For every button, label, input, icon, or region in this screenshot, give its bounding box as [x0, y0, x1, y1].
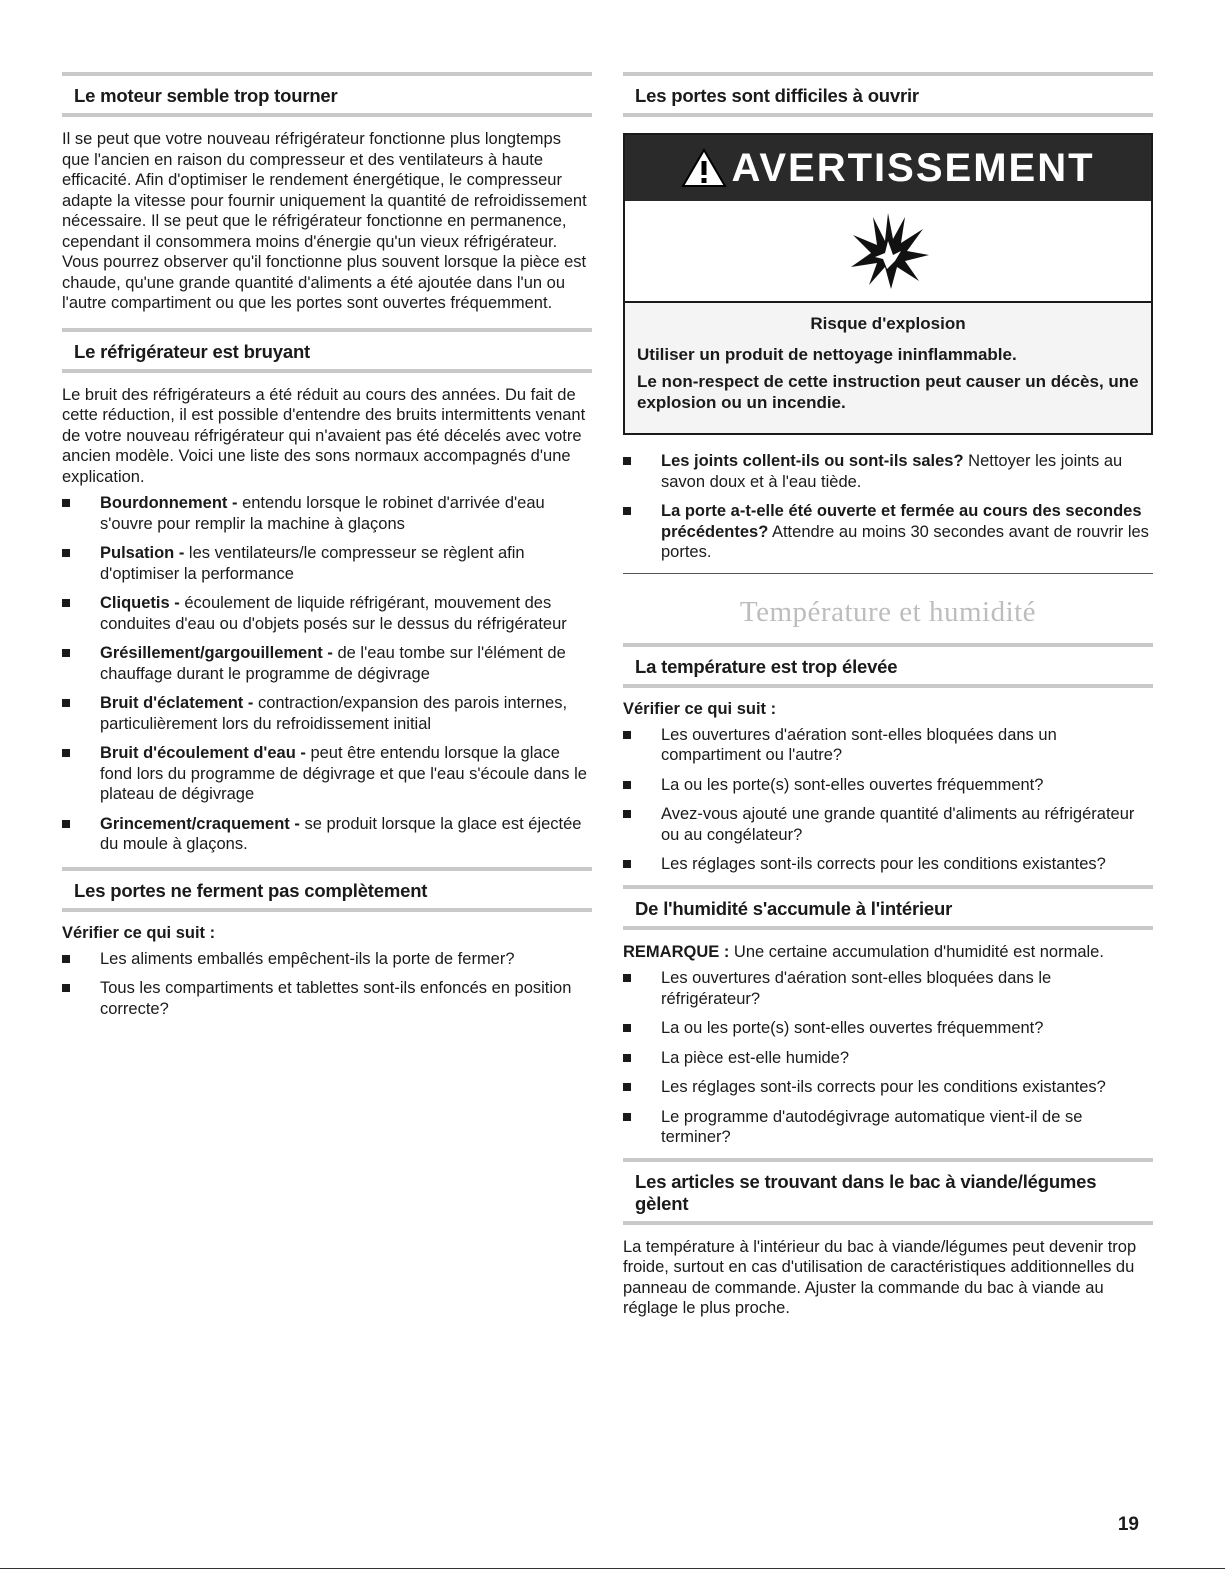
- bullet-square-icon: [623, 1113, 631, 1121]
- note-paragraph: [623, 942, 1153, 963]
- check-list: [623, 725, 1153, 875]
- list-item: Les ouvertures d'aération sont-elles bloquées dans un compartiment ou l'autre?: [623, 725, 1153, 766]
- section-heading: Les portes ne ferment pas complètement: [74, 879, 428, 901]
- list-item: Tous les compartiments et tablettes sont-ils enfoncés en position correcte?: [62, 978, 592, 1019]
- section-heading-box: [62, 328, 592, 373]
- chapter-title: Température et humidité: [739, 595, 1037, 628]
- note-text: Une certaine accumulation d'humidité est normale.: [729, 942, 1104, 961]
- hazard-label: Risque d'explosion: [810, 314, 966, 333]
- section-temp-high: [623, 643, 1153, 875]
- note-label: REMARQUE :: [623, 942, 730, 961]
- section-heading: Les articles se trouvant dans le bac à viande/légumes gèlent: [635, 1170, 1097, 1214]
- list-item: Bruit d'écoulement d'eau - peut être entendu lorsque la glace fond lors du programme de dégivrage et que l'eau s'écoule dans le plateau de dégivrage: [62, 743, 592, 805]
- page-number: 19: [1117, 1514, 1139, 1535]
- warning-box: [623, 133, 1153, 435]
- warning-body: [625, 303, 1151, 433]
- bullet-square-icon: [62, 599, 70, 607]
- bullet-square-icon: [623, 507, 631, 515]
- list-item: Le programme d'autodégivrage automatique vient-il de se terminer?: [623, 1107, 1153, 1148]
- section-divider: [623, 573, 1153, 574]
- list-item: La porte a-t-elle été ouverte et fermée au cours des secondes précédentes? Attendre au moins 30 secondes avant de rouvrir les portes.: [623, 501, 1153, 563]
- bullet-square-icon: [62, 699, 70, 707]
- bullet-square-icon: [62, 549, 70, 557]
- section-heading-box: [62, 72, 592, 117]
- section-heading: De l'humidité s'accumule à l'intérieur: [635, 897, 953, 919]
- section-heading: La température est trop élevée: [635, 655, 898, 677]
- section-doors-close: [62, 867, 592, 1020]
- warning-title: AVERTISSEMENT: [731, 145, 1095, 190]
- paragraph: La température à l'intérieur du bac à viande/légumes peut devenir trop froide, surtout en cas d'utilisation de caractéristiques additionnelles du panneau de commande. Ajuster la commande du bac à viande au réglage le plus proche.: [623, 1237, 1137, 1317]
- paragraph: Il se peut que votre nouveau réfrigérateur fonctionne plus longtemps que l'ancien en raison du compresseur et des ventilateurs à haute efficacité. Afin d'optimiser le rendement énergétique, le compresseur adapte la vitesse pour fournir uniquement la quantité de refroidissement nécessaire. Il se peut que le réfrigérateur fonctionne en permanence, cependant il consommera moins d'énergie qu'un vieux réfrigérateur. Vous pourrez observer qu'il fonctionne plus souvent lorsque la pièce est chaude, qu'une grande quantité d'aliments a été ajoutée dans l'un ou l'autre compartiment ou que les portes sont ouvertes fréquemment.: [62, 130, 587, 312]
- bullet-square-icon: [623, 1024, 631, 1032]
- bullet-square-icon: [623, 731, 631, 739]
- bullet-square-icon: [623, 781, 631, 789]
- list-item: Les réglages sont-ils corrects pour les conditions existantes?: [623, 1077, 1153, 1098]
- bullet-square-icon: [62, 499, 70, 507]
- bullet-square-icon: [62, 955, 70, 963]
- list-item: Avez-vous ajouté une grande quantité d'aliments au réfrigérateur ou au congélateur?: [623, 804, 1153, 845]
- warning-instruction: Utiliser un produit de nettoyage ininflammable.: [637, 345, 1017, 364]
- section-heading-box: [623, 643, 1153, 688]
- bullet-square-icon: [62, 984, 70, 992]
- bullet-square-icon: [62, 749, 70, 757]
- explosion-icon: [843, 211, 933, 291]
- warning-icon-area: [625, 201, 1151, 303]
- section-humidity: [623, 885, 1153, 1148]
- warning-triangle-icon: [681, 148, 727, 188]
- list-item: Les réglages sont-ils corrects pour les conditions existantes?: [623, 854, 1153, 875]
- section-heading: Le réfrigérateur est bruyant: [74, 340, 311, 362]
- bullet-square-icon: [62, 820, 70, 828]
- section-motor: [62, 72, 592, 314]
- check-label: Vérifier ce qui suit :: [623, 699, 777, 718]
- warning-consequence: Le non-respect de cette instruction peut causer un décès, une explosion ou un incendie.: [637, 372, 1139, 412]
- list-item: La pièce est-elle humide?: [623, 1048, 1153, 1069]
- bullet-square-icon: [623, 974, 631, 982]
- bullet-square-icon: [623, 1083, 631, 1091]
- section-heading: Le moteur semble trop tourner: [74, 85, 338, 106]
- section-heading-box: [62, 867, 592, 912]
- section-heading: Les portes sont difficiles à ouvrir: [635, 85, 919, 106]
- bullet-square-icon: [623, 860, 631, 868]
- list-item: La ou les porte(s) sont-elles ouvertes fréquemment?: [623, 1018, 1153, 1039]
- list-item: Bruit d'éclatement - contraction/expansion des parois internes, particulièrement lors du refroidissement initial: [62, 693, 592, 734]
- humidity-list: [623, 968, 1153, 1148]
- list-item: Cliquetis - écoulement de liquide réfrigérant, mouvement des conduites d'eau ou d'objets posés sur le dessus du réfrigérateur: [62, 593, 592, 634]
- list-item: La ou les porte(s) sont-elles ouvertes fréquemment?: [623, 775, 1153, 796]
- list-item: Grésillement/gargouillement - de l'eau tombe sur l'élément de chauffage durant le programme de dégivrage: [62, 643, 592, 684]
- paragraph: Le bruit des réfrigérateurs a été réduit au cours des années. Du fait de cette réduction, il est possible d'entendre des bruits intermittents venant de votre nouveau réfrigérateur qui n'avaient pas été décelés avec votre ancien modèle. Voici une liste des sons normaux accompagnés d'une explication.: [62, 385, 586, 486]
- page-bottom-rule: [0, 1568, 1225, 1569]
- bullet-square-icon: [623, 457, 631, 465]
- list-item: Les ouvertures d'aération sont-elles bloquées dans le réfrigérateur?: [623, 968, 1153, 1009]
- bullet-square-icon: [623, 810, 631, 818]
- section-heading-box: [623, 885, 1153, 930]
- section-heading-box: [623, 72, 1153, 117]
- doors-open-list: [623, 451, 1153, 563]
- section-crisper: [623, 1158, 1153, 1319]
- list-item: Les joints collent-ils ou sont-ils sales? Nettoyer les joints au savon doux et à l'eau tiède.: [623, 451, 1153, 492]
- check-label: Vérifier ce qui suit :: [62, 923, 216, 942]
- list-item: Les aliments emballés empêchent-ils la porte de fermer?: [62, 949, 592, 970]
- list-item: Pulsation - les ventilateurs/le compresseur se règlent afin d'optimiser la performance: [62, 543, 592, 584]
- noise-list: [62, 493, 592, 855]
- section-noise: [62, 328, 592, 855]
- section-doors-open: [623, 72, 1153, 563]
- bullet-square-icon: [62, 649, 70, 657]
- list-item: Bourdonnement - entendu lorsque le robinet d'arrivée d'eau s'ouvre pour remplir la machine à glaçons: [62, 493, 592, 534]
- list-item: Grincement/craquement - se produit lorsque la glace est éjectée du moule à glaçons.: [62, 814, 592, 855]
- right-column: [623, 72, 1153, 1319]
- warning-header: [625, 135, 1151, 201]
- left-column: [62, 72, 592, 1028]
- section-heading-box: [623, 1158, 1153, 1225]
- bullet-square-icon: [623, 1054, 631, 1062]
- check-list: [62, 949, 592, 1020]
